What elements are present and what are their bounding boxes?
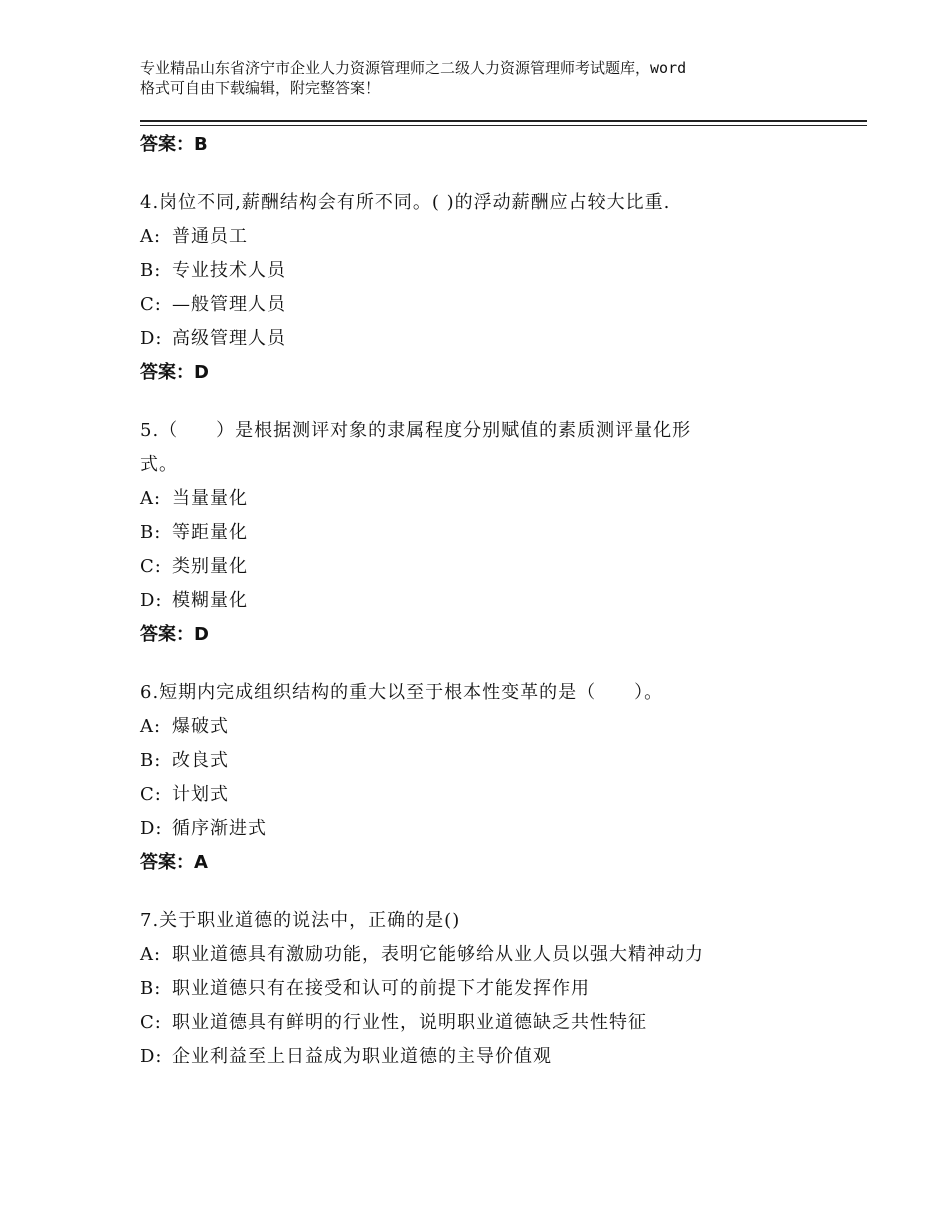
previous-answer: 答案：B: [140, 134, 208, 155]
header-line-2: 格式可自由下载编辑，附完整答案！: [140, 79, 381, 97]
question-list: [140, 128, 840, 1074]
header-divider-thick: [140, 120, 867, 122]
question-7: [140, 904, 840, 1074]
question-6: [140, 676, 840, 880]
option-c: C: 职业道德具有鲜明的行业性，说明职业道德缺乏共性特征: [140, 1012, 647, 1033]
question-text: 4.岗位不同,薪酬结构会有所不同。( )的浮动薪酬应占较大比重.: [140, 192, 671, 213]
option-b: B: 改良式: [140, 750, 229, 771]
answer: 答案：D: [140, 624, 209, 645]
option-b: B: 等距量化: [140, 522, 248, 543]
question-text-line-1: 5.（ ）是根据测评对象的隶属程度分别赋值的素质测评量化形: [140, 420, 692, 441]
option-b: B: 职业道德只有在接受和认可的前提下才能发挥作用: [140, 978, 590, 999]
option-c: C: 类别量化: [140, 556, 248, 577]
option-b: B: 专业技术人员: [140, 260, 286, 281]
answer: 答案：A: [140, 852, 208, 873]
option-d: D: 模糊量化: [140, 590, 248, 611]
option-a: A: 普通员工: [140, 226, 248, 247]
header-line-1: 专业精品山东省济宁市企业人力资源管理师之二级人力资源管理师考试题库，word: [140, 59, 687, 77]
document-header: [140, 58, 840, 98]
option-c: C: 计划式: [140, 784, 229, 805]
option-c: C: —般管理人员: [140, 294, 286, 315]
option-a: A: 职业道德具有激励功能，表明它能够给从业人员以强大精神动力: [140, 944, 704, 965]
question-4: [140, 186, 840, 390]
answer: 答案：D: [140, 362, 209, 383]
question-text: 7.关于职业道德的说法中，正确的是(): [140, 910, 461, 931]
question-5: [140, 414, 840, 652]
option-a: A: 当量量化: [140, 488, 248, 509]
option-d: D: 循序渐进式: [140, 818, 267, 839]
option-d: D: 企业利益至上日益成为职业道德的主导价值观: [140, 1046, 552, 1067]
question-text-line-2: 式。: [140, 454, 178, 475]
option-a: A: 爆破式: [140, 716, 229, 737]
option-d: D: 高级管理人员: [140, 328, 286, 349]
header-divider-thin: [140, 125, 867, 126]
question-text: 6.短期内完成组织结构的重大以至于根本性变革的是（ ）。: [140, 682, 664, 703]
